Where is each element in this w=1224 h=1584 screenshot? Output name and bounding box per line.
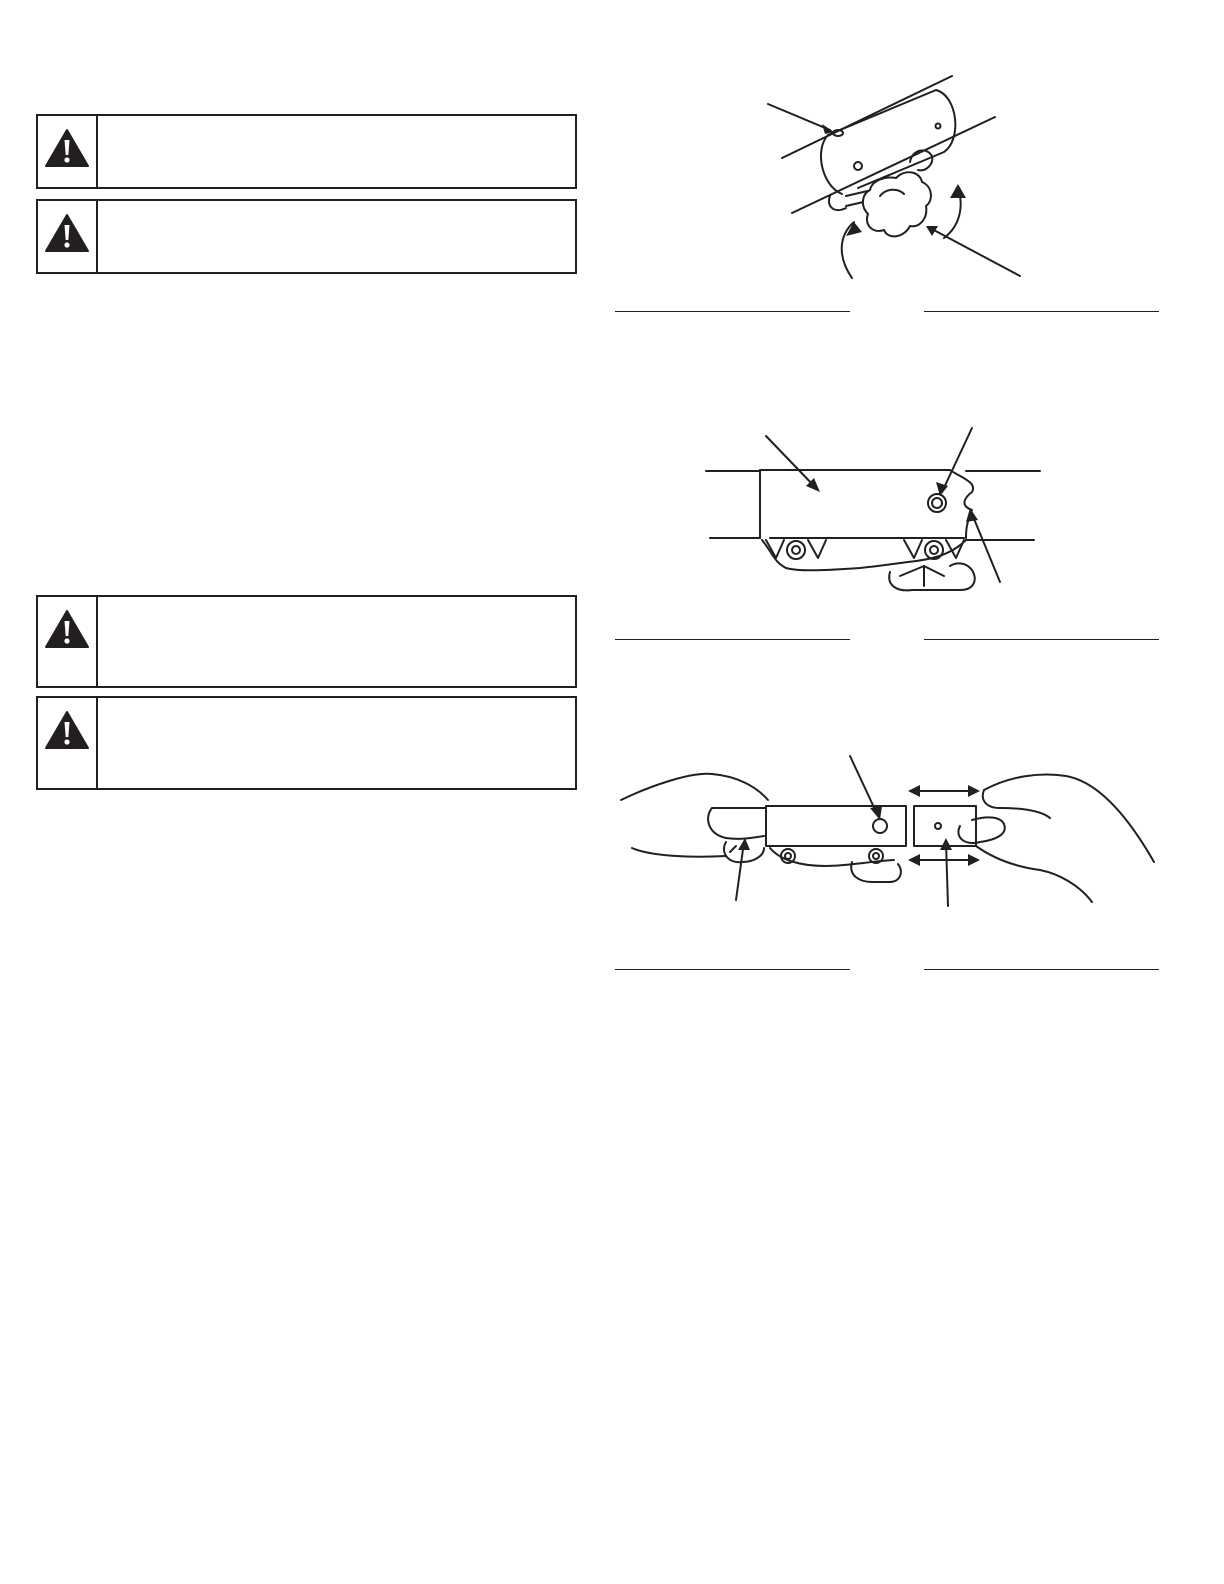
warning-box-4 (36, 696, 577, 790)
figure-caption-rule-right (924, 311, 1159, 312)
warning-triangle-icon (44, 609, 90, 649)
figure-caption-rule-left (615, 969, 850, 970)
warning-icon-cell (38, 201, 98, 272)
warning-triangle-icon (44, 710, 90, 750)
warning-box-1 (36, 114, 577, 189)
warning-icon-cell (38, 597, 98, 686)
figure-coupler-button (700, 420, 1050, 600)
figure-caption-rule-left (615, 639, 850, 640)
warning-text (98, 116, 575, 187)
warning-text (98, 597, 575, 686)
warning-icon-cell (38, 698, 98, 788)
figure-caption-rule-right (924, 969, 1159, 970)
figure-caption-rule-right (924, 639, 1159, 640)
warning-triangle-icon (44, 213, 90, 253)
figure-hands-attaching-shaft (615, 750, 1160, 920)
warning-text (98, 698, 575, 788)
warning-triangle-icon (44, 128, 90, 168)
figure-coupler-knob (760, 70, 1050, 290)
warning-box-3 (36, 595, 577, 688)
warning-box-2 (36, 199, 577, 274)
figure-caption-rule-left (615, 311, 850, 312)
warning-text (98, 201, 575, 272)
warning-icon-cell (38, 116, 98, 187)
